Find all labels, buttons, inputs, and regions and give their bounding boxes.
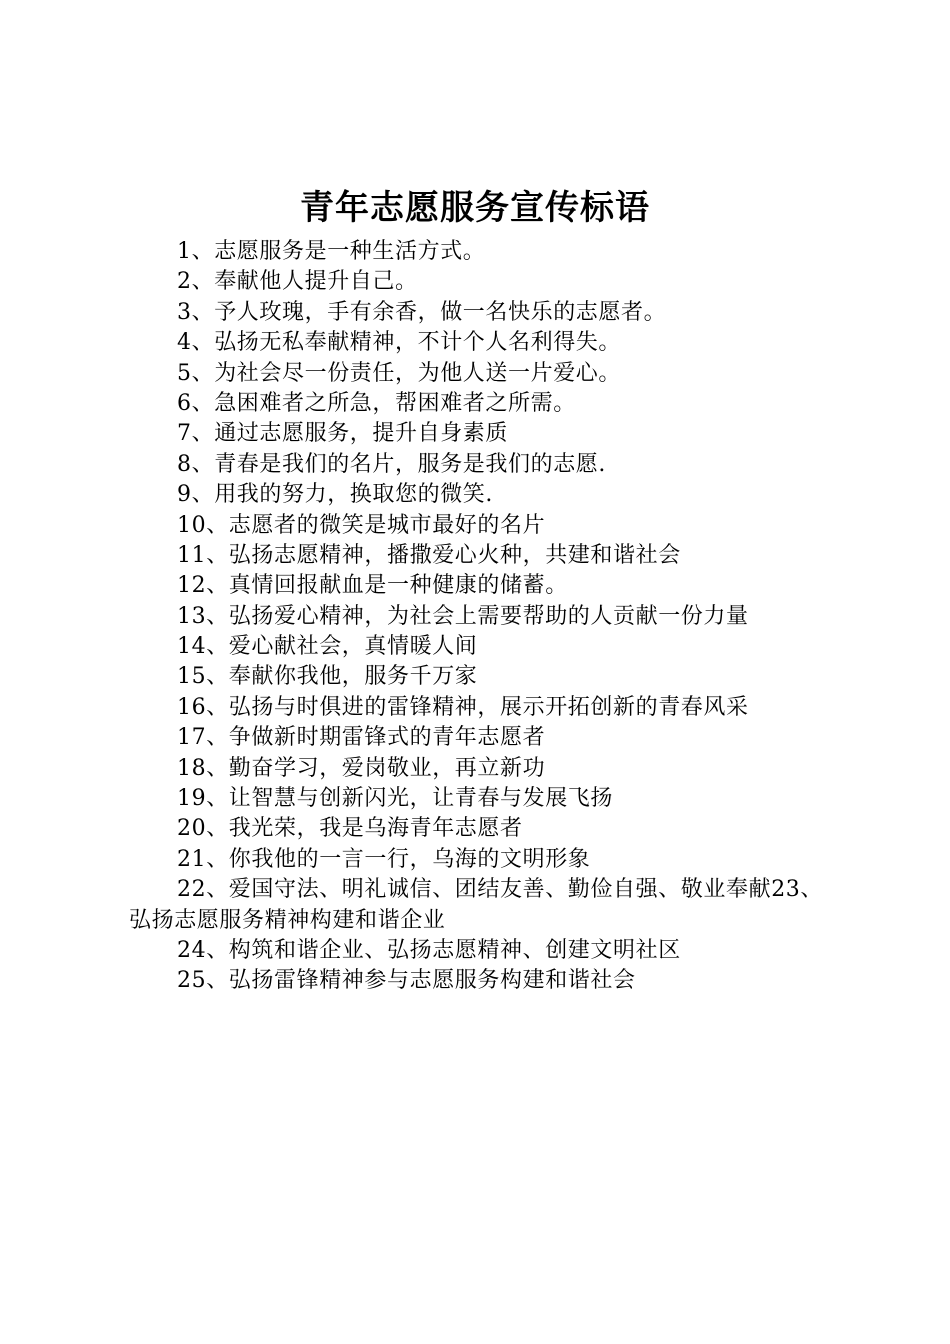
slogan-item: 16、弘扬与时俱进的雷锋精神，展示开拓创新的青春风采	[177, 694, 749, 720]
slogan-item: 22、爱国守法、明礼诚信、团结友善、勤俭自强、敬业奉献23、弘扬志愿服务精神构建和谐企业	[129, 877, 823, 933]
slogan-item: 25、弘扬雷锋精神参与志愿服务构建和谐社会	[177, 968, 636, 994]
slogan-item: 2、奉献他人提升自己。	[177, 269, 418, 295]
slogan-item: 12、真情回报献血是一种健康的储蓄。	[177, 573, 568, 599]
slogan-item: 13、弘扬爱心精神，为社会上需要帮助的人贡献一份力量	[177, 603, 749, 629]
slogan-item: 15、奉献你我他，服务千万家	[177, 664, 478, 690]
document-title: 青年志愿服务宣传标语	[300, 188, 650, 228]
slogan-list	[129, 237, 849, 997]
slogan-item: 9、用我的努力，换取您的微笑.	[177, 482, 493, 508]
slogan-item: 8、青春是我们的名片，服务是我们的志愿.	[177, 451, 606, 477]
slogan-item: 14、爱心献社会，真情暖人间	[177, 634, 478, 660]
slogan-item: 20、我光荣，我是乌海青年志愿者	[177, 816, 523, 842]
slogan-item: 3、予人玫瑰，手有余香，做一名快乐的志愿者。	[177, 299, 667, 325]
slogan-item: 17、争做新时期雷锋式的青年志愿者	[177, 725, 546, 751]
slogan-item: 19、让智慧与创新闪光，让青春与发展飞扬	[177, 786, 613, 812]
slogan-item: 21、你我他的一言一行，乌海的文明形象	[177, 846, 591, 872]
slogan-item: 10、志愿者的微笑是城市最好的名片	[177, 512, 546, 538]
slogan-item: 18、勤奋学习，爱岗敬业，再立新功	[177, 755, 546, 781]
slogan-item: 11、弘扬志愿精神，播撒爱心火种，共建和谐社会	[177, 542, 681, 568]
slogan-item: 7、通过志愿服务，提升自身素质	[177, 421, 508, 447]
slogan-item: 1、志愿服务是一种生活方式。	[177, 239, 486, 264]
slogan-item: 24、构筑和谐企业、弘扬志愿精神、创建文明社区	[177, 938, 681, 964]
slogan-item: 5、为社会尽一份责任，为他人送一片爱心。	[177, 360, 621, 386]
slogan-item: 4、弘扬无私奉献精神，不计个人名利得失。	[177, 330, 621, 356]
slogan-item: 6、急困难者之所急，帮困难者之所需。	[177, 390, 576, 416]
